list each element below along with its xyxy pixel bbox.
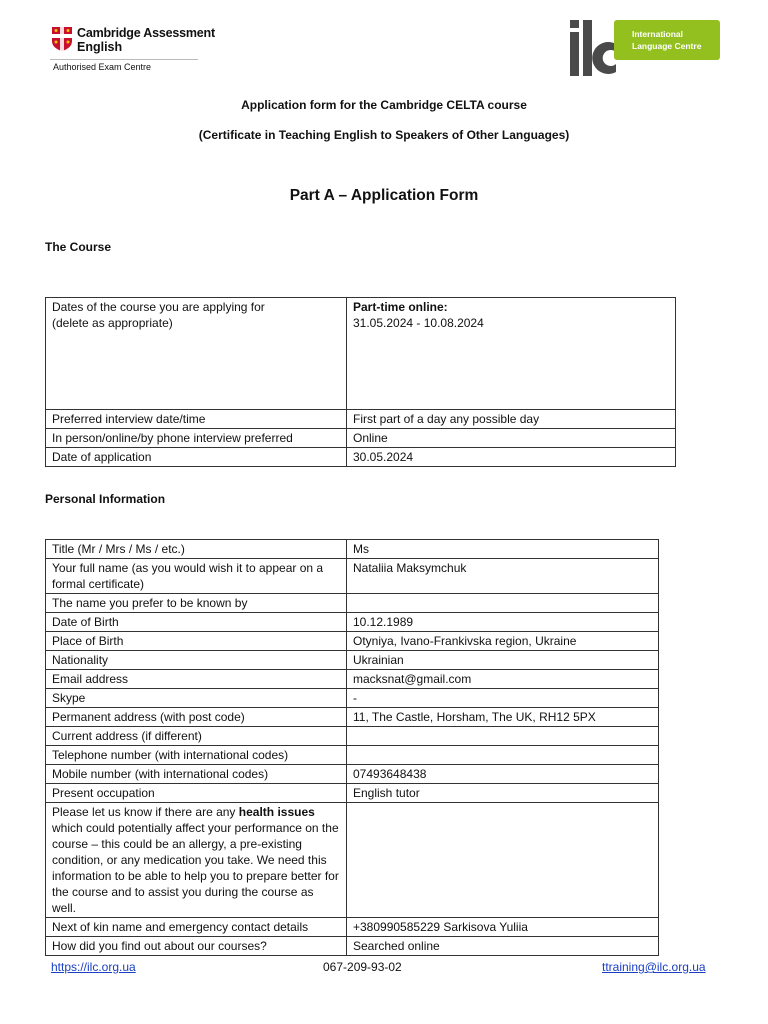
part-heading: Part A – Application Form [289, 187, 479, 204]
cell-label: Skype [46, 689, 347, 708]
cambridge-name-line2: English [77, 40, 123, 54]
table-row [46, 429, 676, 448]
course-dates-value-range: 31.05.2024 - 10.08.2024 [353, 316, 484, 330]
cell-label: Permanent address (with post code) [46, 708, 347, 727]
cell-label: Preferred interview date/time [46, 410, 347, 429]
table-row [46, 559, 659, 594]
table-row [46, 689, 659, 708]
table-row [46, 803, 659, 918]
cell-label: The name you prefer to be known by [46, 594, 347, 613]
cell-value[interactable]: English tutor [347, 784, 659, 803]
table-row [46, 594, 659, 613]
cell-value[interactable] [347, 746, 659, 765]
course-dates-label-line1: Dates of the course you are applying for [52, 300, 265, 314]
cell-label: Next of kin name and emergency contact details [46, 918, 347, 937]
section-heading-course: The Course [45, 240, 112, 254]
section-heading-personal: Personal Information [45, 492, 166, 506]
course-dates-value[interactable] [347, 298, 676, 410]
cell-label: Telephone number (with international codes) [46, 746, 347, 765]
footer-website-link[interactable]: https://ilc.org.ua [51, 960, 136, 974]
form-title: Application form for the Cambridge CELTA course [241, 98, 527, 112]
table-row [46, 448, 676, 467]
table-row [46, 298, 676, 410]
cambridge-shield-icon [52, 27, 72, 51]
table-row [46, 784, 659, 803]
cell-label: Mobile number (with international codes) [46, 765, 347, 784]
course-dates-label [46, 298, 347, 410]
table-row [46, 410, 676, 429]
cell-value[interactable]: First part of a day any possible day [347, 410, 676, 429]
cell-value[interactable]: +380990585229 Sarkisova Yuliia [347, 918, 659, 937]
personal-table [45, 539, 659, 956]
course-dates-label-line2: (delete as appropriate) [52, 316, 173, 330]
form-subtitle: (Certificate in Teaching English to Speakers of Other Languages) [198, 128, 570, 142]
table-row [46, 670, 659, 689]
cell-value[interactable]: macksnat@gmail.com [347, 670, 659, 689]
cell-label: Date of Birth [46, 613, 347, 632]
footer-email-link[interactable]: ttraining@ilc.org.ua [602, 960, 706, 974]
cell-value[interactable]: Online [347, 429, 676, 448]
cell-label: In person/online/by phone interview preferred [46, 429, 347, 448]
cell-value[interactable]: 10.12.1989 [347, 613, 659, 632]
table-row [46, 708, 659, 727]
course-dates-value-title: Part-time online: [353, 300, 448, 314]
table-row [46, 765, 659, 784]
ilc-name-line1: International [632, 29, 684, 39]
cell-label: Nationality [46, 651, 347, 670]
ilc-logo [568, 20, 722, 78]
health-issues-text-bold: health issues [238, 805, 315, 819]
cell-value[interactable] [347, 594, 659, 613]
cambridge-name-line1: Cambridge Assessment [77, 26, 215, 40]
cell-label: Title (Mr / Mrs / Ms / etc.) [46, 540, 347, 559]
ilc-name-line2: Language Centre [632, 41, 702, 51]
cell-value[interactable]: Otyniya, Ivano-Frankivska region, Ukraine [347, 632, 659, 651]
table-row [46, 613, 659, 632]
cell-label: Present occupation [46, 784, 347, 803]
cell-value[interactable]: Ukrainian [347, 651, 659, 670]
cell-value[interactable]: 07493648438 [347, 765, 659, 784]
cell-label: Your full name (as you would wish it to appear on a formal certificate) [46, 559, 347, 594]
cambridge-logo [50, 24, 215, 76]
table-row [46, 727, 659, 746]
cell-value[interactable]: Nataliia Maksymchuk [347, 559, 659, 594]
table-row [46, 632, 659, 651]
health-issues-label [46, 803, 347, 918]
cell-value[interactable]: - [347, 689, 659, 708]
ilc-brand-box [614, 20, 720, 60]
footer-phone: 067-209-93-02 [323, 960, 402, 974]
health-issues-text-pre: Please let us know if there are any [52, 805, 239, 819]
cell-label: Email address [46, 670, 347, 689]
cell-value[interactable] [347, 727, 659, 746]
cell-label: Date of application [46, 448, 347, 467]
cell-label: Place of Birth [46, 632, 347, 651]
cell-value[interactable]: Ms [347, 540, 659, 559]
cell-value[interactable]: Searched online [347, 937, 659, 956]
health-issues-text-post: which could potentially affect your performance on the course – this could be an allergy, a pre-existing condition, or any medication you take. We need this information to be able to help you to prepare better for the course and to assist you during the course as well. [52, 821, 339, 915]
table-row [46, 651, 659, 670]
cell-value[interactable]: 30.05.2024 [347, 448, 676, 467]
table-row [46, 918, 659, 937]
course-table [45, 297, 676, 467]
health-issues-value[interactable] [347, 803, 659, 918]
cell-label: How did you find out about our courses? [46, 937, 347, 956]
table-row [46, 540, 659, 559]
table-row [46, 937, 659, 956]
cambridge-divider [50, 59, 198, 60]
cambridge-subtitle: Authorised Exam Centre [53, 62, 152, 72]
ilc-letters-logo [568, 20, 616, 76]
cell-label: Current address (if different) [46, 727, 347, 746]
cell-value[interactable]: 11, The Castle, Horsham, The UK, RH12 5PX [347, 708, 659, 727]
table-row [46, 746, 659, 765]
